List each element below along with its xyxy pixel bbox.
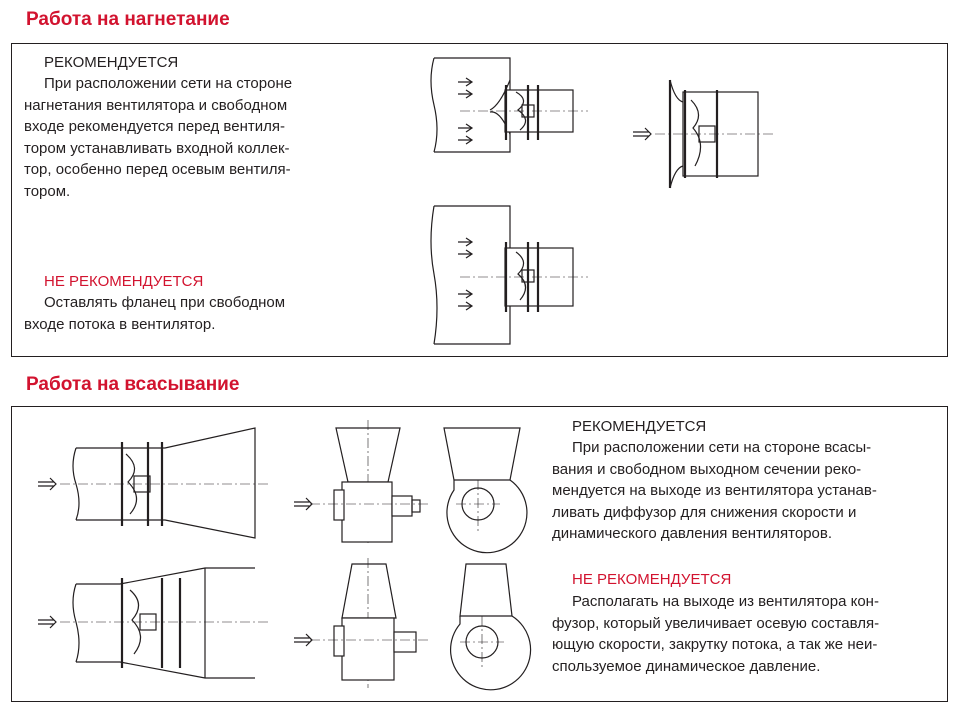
diagram-free-collector: [625, 70, 775, 200]
suction-rec-line-5: динамического давления вентиляторов.: [552, 525, 833, 542]
pressure-rec-line-4: тором устанавливать входной коллек-: [24, 139, 290, 157]
diagram-axial-diffuser: [30, 420, 275, 540]
pressure-recommended-text: [24, 73, 342, 202]
suction-notrec-line-2: фузор, который увеличивает осевую составля-: [552, 614, 880, 632]
diagram-axial-confuser: [30, 558, 275, 688]
pressure-not-recommended-text: [24, 292, 342, 335]
pressure-notrec-line-2: входе потока в вентилятор.: [24, 315, 216, 333]
diagram-wall-flange: [420, 202, 590, 350]
diagram-radial-confuser-front: [430, 558, 530, 688]
suction-notrec-line-4: спользуемое динамическое давление.: [552, 657, 821, 675]
diagram-radial-diffuser-side: [290, 420, 430, 545]
suction-not-recommended-text: [552, 591, 938, 677]
pressure-recommended-label: РЕКОМЕНДУЕТСЯ: [44, 54, 179, 71]
suction-not-recommended-label: НЕ РЕКОМЕНДУЕТСЯ: [572, 571, 732, 588]
pressure-rec-line-3: входе рекомендуется перед вентиля-: [24, 118, 285, 135]
section-title-suction: Работа на всасывание: [26, 374, 240, 395]
suction-rec-line-2: вания и свободном выходном сечении реко-: [552, 460, 862, 478]
diagram-wall-collector: [420, 50, 590, 200]
suction-rec-line-3: мендуется на выходе из вентилятора устанав-: [552, 482, 877, 499]
suction-recommended-label: РЕКОМЕНДУЕТСЯ: [572, 418, 707, 435]
pressure-rec-line-6: тором.: [24, 182, 71, 200]
pressure-rec-line-2: нагнетания вентилятора и свободном: [24, 96, 288, 114]
pressure-rec-line-1: При расположении сети на стороне: [44, 75, 293, 92]
pressure-not-recommended-label: НЕ РЕКОМЕНДУЕТСЯ: [44, 273, 204, 290]
suction-rec-line-4: ливать диффузор для снижения скорости и: [552, 503, 857, 521]
section-title-pressure: Работа на нагнетание: [26, 9, 230, 30]
pressure-rec-line-5: тор, особенно перед осевым вентиля-: [24, 161, 291, 178]
pressure-notrec-line-1: Оставлять фланец при свободном: [44, 294, 286, 311]
diagram-radial-confuser-side: [290, 558, 430, 688]
suction-recommended-text: [552, 437, 938, 545]
suction-notrec-line-1: Располагать на выходе из вентилятора кон-: [572, 593, 879, 610]
suction-rec-line-1: При расположении сети на стороне всасы-: [572, 439, 872, 456]
suction-notrec-line-3: ющую скорости, закрутку потока, а так же неи-: [552, 636, 878, 653]
diagram-radial-diffuser-front: [430, 420, 530, 545]
